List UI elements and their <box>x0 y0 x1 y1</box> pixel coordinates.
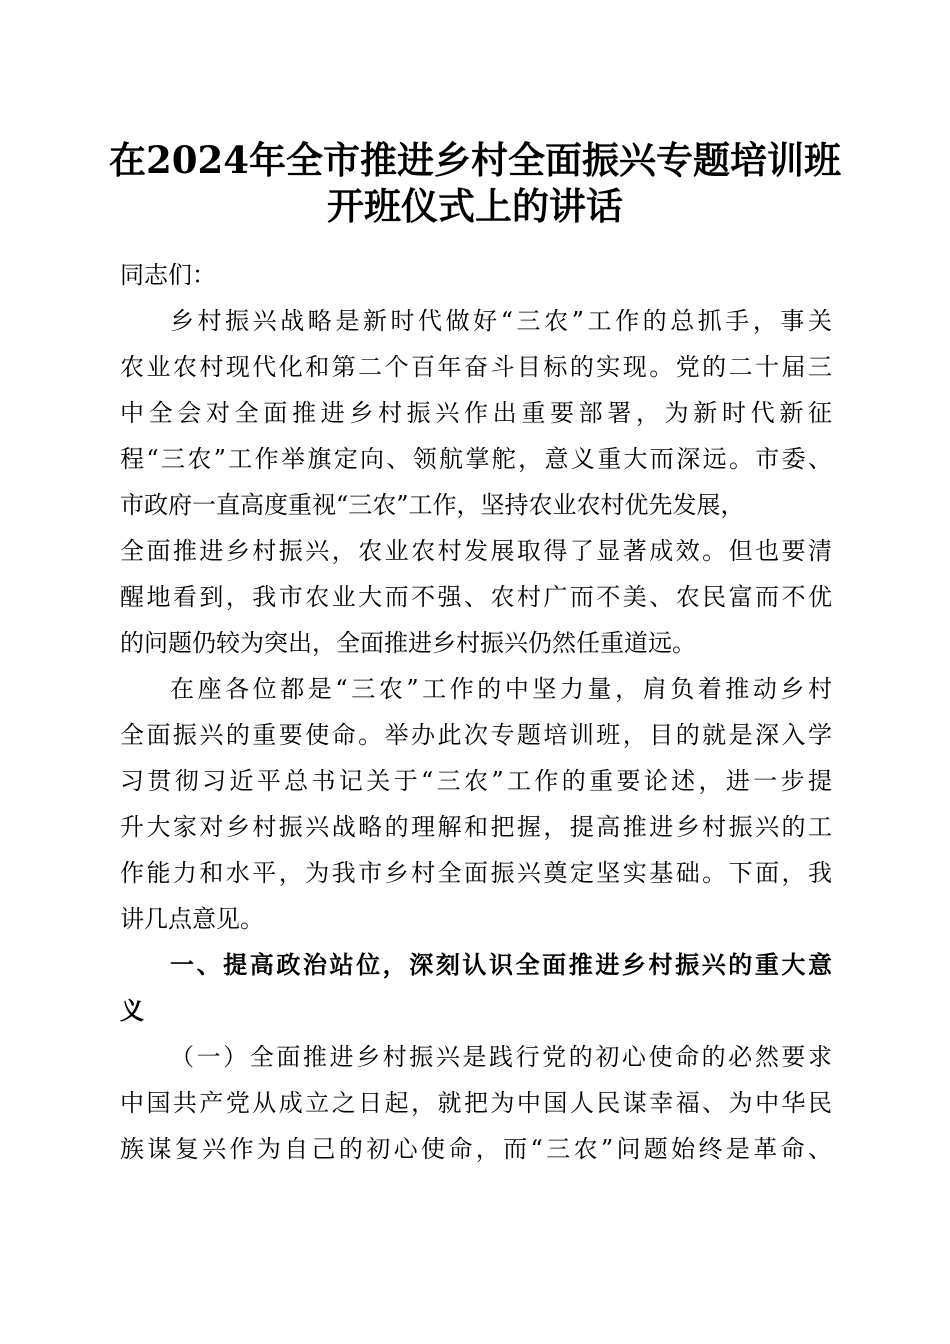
text-line: 在座各位都是“三农”工作的中坚力量，肩负着推动乡村 <box>170 675 832 703</box>
text-line: 农业农村现代化和第二个百年奋斗目标的实现。党的二十届三 <box>120 353 832 381</box>
text-line: 乡村振兴战略是新时代做好“三农”工作的总抓手，事关 <box>170 307 832 335</box>
text-line: 讲几点意见。 <box>120 905 264 933</box>
subheading-1: （一）全面推进乡村振兴是践行党的初心使命的必然要求 <box>170 1043 832 1071</box>
text-line: 的问题仍较为突出，全面推进乡村振兴仍然任重道远。 <box>120 629 696 657</box>
text-line: 市政府一直高度重视“三农”工作，坚持农业农村优先发展， <box>120 491 745 519</box>
text-line: 醒地看到，我市农业大而不强、农村广而不美、农民富而不优 <box>120 583 832 611</box>
text-line: 全面振兴的重要使命。举办此次专题培训班，目的就是深入学 <box>120 721 832 749</box>
text-line: 中全会对全面推进乡村振兴作出重要部署，为新时代新征 <box>120 399 832 427</box>
document-title-line-2: 开班仪式上的讲话 <box>327 184 623 228</box>
text-line: 族谋复兴作为自己的初心使命，而“三农”问题始终是革命、 <box>120 1135 832 1163</box>
text-line: 升大家对乡村振兴战略的理解和把握，提高推进乡村振兴的工 <box>120 813 832 841</box>
paragraph-3 <box>120 1080 832 1172</box>
paragraph-2 <box>120 666 832 942</box>
text-line: 全面推进乡村振兴，农业农村发展取得了显著成效。但也要清 <box>120 537 832 565</box>
document-title-line-1: 在2024年全市推进乡村全面振兴专题培训班 <box>109 138 841 182</box>
document-body <box>120 252 832 1172</box>
text-line: 中国共产党从成立之日起，就把为中国人民谋幸福、为中华民 <box>120 1089 832 1117</box>
section-heading-1 <box>120 942 832 1034</box>
text-line: 程“三农”工作举旗定向、领航掌舵，意义重大而深远。市委、 <box>120 445 832 473</box>
salutation: 同志们： <box>120 261 216 289</box>
paragraph-1 <box>120 298 832 666</box>
heading-line: 义 <box>120 997 144 1025</box>
text-line: 作能力和水平，为我市乡村全面振兴奠定坚实基础。下面，我 <box>120 859 832 887</box>
heading-line: 一、提高政治站位，深刻认识全面推进乡村振兴的重大意 <box>170 951 832 979</box>
text-line: 习贯彻习近平总书记关于“三农”工作的重要论述，进一步提 <box>120 767 832 795</box>
